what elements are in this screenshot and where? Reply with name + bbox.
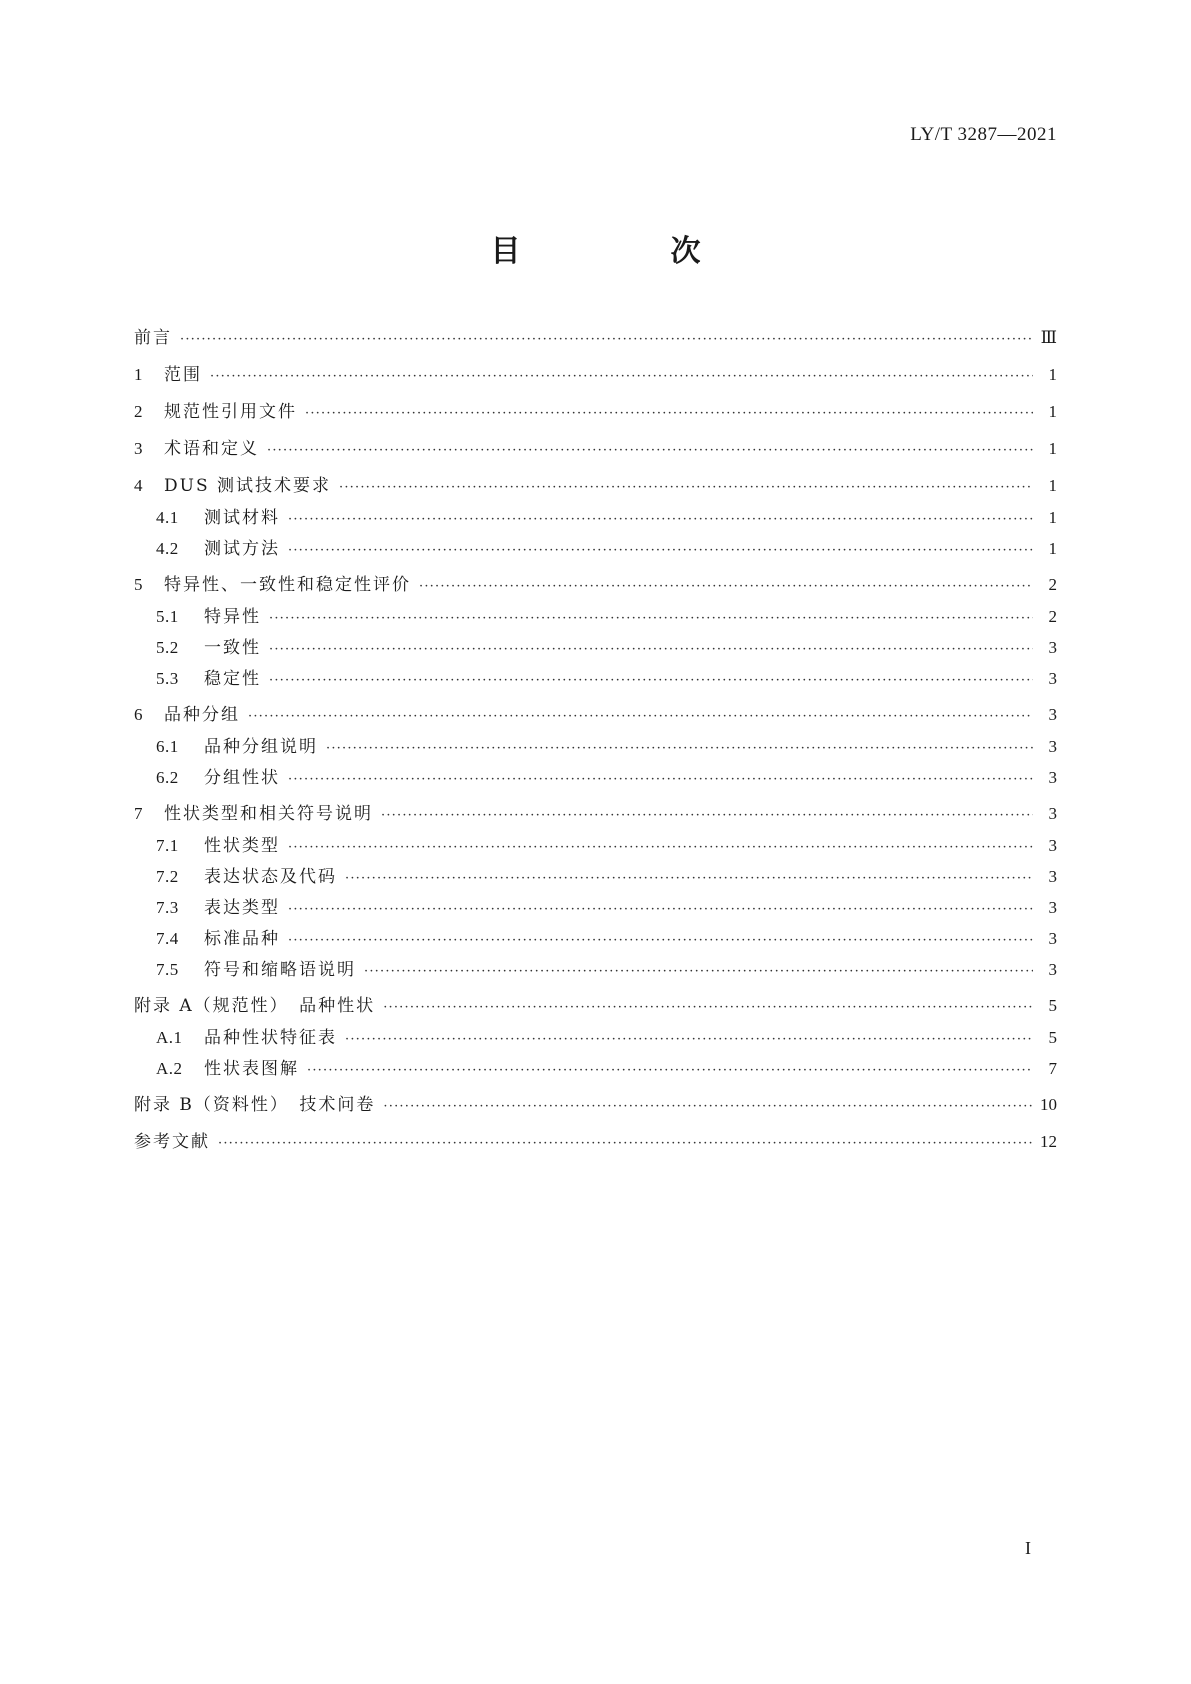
toc-entry-label: DUS 测试技术要求 [164, 476, 332, 496]
toc-entry-label: 附录 A（规范性） 品种性状 [134, 996, 376, 1016]
toc-entry-number: 5 [134, 575, 143, 594]
table-of-contents [134, 328, 1057, 1164]
toc-entry-number: 5.2 [156, 638, 179, 657]
toc-entry-page: 1 [1048, 476, 1057, 495]
page-title: 目 次 [490, 234, 761, 269]
toc-entry-number: 1 [134, 365, 143, 384]
toc-entry-label: 规范性引用文件 [164, 402, 297, 422]
toc-entry[interactable] [134, 1132, 1057, 1164]
toc-entry-number: A.2 [156, 1059, 183, 1078]
toc-entry-label: 特异性 [204, 607, 261, 627]
toc-entry-page: 3 [1048, 669, 1057, 688]
toc-dot-leader [419, 577, 1033, 597]
toc-entry[interactable] [134, 1095, 1057, 1127]
toc-entry[interactable] [134, 508, 1057, 539]
toc-dot-leader [267, 441, 1033, 461]
toc-entry[interactable] [134, 929, 1057, 960]
toc-dot-leader [288, 770, 1033, 790]
toc-entry-page: 3 [1048, 804, 1057, 823]
toc-entry-label: 标准品种 [204, 929, 280, 949]
toc-dot-leader [381, 806, 1033, 826]
toc-entry-page: 5 [1048, 1028, 1057, 1047]
toc-entry-label: 品种分组说明 [204, 737, 318, 757]
toc-dot-leader [288, 931, 1033, 951]
toc-dot-leader [288, 510, 1033, 530]
toc-entry[interactable] [134, 365, 1057, 397]
toc-entry-label: 符号和缩略语说明 [204, 960, 356, 980]
toc-entry-page: 10 [1040, 1095, 1057, 1114]
toc-entry-number: 6 [134, 705, 143, 724]
toc-entry-label: 性状表图解 [204, 1059, 299, 1079]
toc-entry[interactable] [134, 705, 1057, 737]
toc-entry-label: 测试方法 [204, 539, 280, 559]
toc-entry-page: 3 [1048, 737, 1057, 756]
toc-entry-page: 1 [1048, 508, 1057, 527]
toc-entry-label: 性状类型 [204, 836, 280, 856]
toc-entry-page: 3 [1048, 705, 1057, 724]
toc-entry-label: 品种分组 [164, 705, 240, 725]
toc-entry-label: 一致性 [204, 638, 261, 658]
toc-entry-number: 7.2 [156, 867, 179, 886]
toc-entry[interactable] [134, 476, 1057, 508]
toc-entry-label: 表达类型 [204, 898, 280, 918]
standard-code: LY/T 3287—2021 [910, 124, 1057, 145]
toc-entry-label: 参考文献 [134, 1132, 210, 1152]
toc-entry-page: Ⅲ [1040, 328, 1057, 347]
toc-entry[interactable] [134, 804, 1057, 836]
toc-entry-number: 7 [134, 804, 143, 823]
toc-entry[interactable] [134, 737, 1057, 768]
toc-entry-label: 特异性、一致性和稳定性评价 [164, 575, 411, 595]
toc-entry[interactable] [134, 402, 1057, 434]
toc-entry-page: 3 [1048, 768, 1057, 787]
toc-dot-leader [269, 640, 1033, 660]
toc-dot-leader [345, 1030, 1033, 1050]
toc-entry[interactable] [134, 960, 1057, 991]
toc-dot-leader [210, 367, 1033, 387]
toc-entry-label: 稳定性 [204, 669, 261, 689]
toc-entry-number: 5.3 [156, 669, 179, 688]
toc-entry-number: 7.3 [156, 898, 179, 917]
toc-entry[interactable] [134, 768, 1057, 799]
toc-entry-label: 范围 [164, 365, 202, 385]
toc-entry-page: 1 [1048, 439, 1057, 458]
toc-dot-leader [307, 1061, 1033, 1081]
toc-dot-leader [288, 541, 1033, 561]
toc-entry-label: 表达状态及代码 [204, 867, 337, 887]
toc-entry[interactable] [134, 638, 1057, 669]
toc-entry-page: 2 [1048, 575, 1057, 594]
toc-entry-page: 12 [1040, 1132, 1057, 1151]
toc-entry-page: 5 [1048, 996, 1057, 1015]
toc-entry-number: A.1 [156, 1028, 183, 1047]
toc-entry[interactable] [134, 539, 1057, 570]
toc-entry[interactable] [134, 669, 1057, 700]
toc-entry-page: 3 [1048, 898, 1057, 917]
toc-entry-page: 1 [1048, 365, 1057, 384]
toc-entry-number: 3 [134, 439, 143, 458]
toc-entry[interactable] [134, 898, 1057, 929]
toc-dot-leader [345, 869, 1033, 889]
toc-entry-page: 1 [1048, 539, 1057, 558]
toc-entry[interactable] [134, 328, 1057, 360]
toc-entry[interactable] [134, 1028, 1057, 1059]
toc-entry-label: 前言 [134, 328, 172, 348]
toc-entry-page: 3 [1048, 867, 1057, 886]
toc-entry-number: 2 [134, 402, 143, 421]
toc-entry-page: 3 [1048, 638, 1057, 657]
toc-dot-leader [305, 404, 1033, 424]
toc-entry-label: 附录 B（资料性） 技术问卷 [134, 1095, 376, 1115]
toc-dot-leader [326, 739, 1033, 759]
toc-dot-leader [383, 1097, 1032, 1117]
toc-dot-leader [269, 609, 1033, 629]
toc-entry-number: 6.1 [156, 737, 179, 756]
toc-entry-label: 术语和定义 [164, 439, 259, 459]
toc-entry-page: 3 [1048, 929, 1057, 948]
toc-entry[interactable] [134, 575, 1057, 607]
toc-entry[interactable] [134, 1059, 1057, 1090]
toc-dot-leader [288, 838, 1033, 858]
toc-dot-leader [288, 900, 1033, 920]
toc-dot-leader [248, 707, 1033, 727]
toc-entry-number: 4.2 [156, 539, 179, 558]
toc-entry-number: 4 [134, 476, 143, 495]
toc-entry-page: 3 [1048, 836, 1057, 855]
toc-dot-leader [218, 1134, 1032, 1154]
toc-entry[interactable] [134, 996, 1057, 1028]
toc-entry-number: 7.5 [156, 960, 179, 979]
toc-entry-label: 品种性状特征表 [204, 1028, 337, 1048]
toc-entry-page: 2 [1048, 607, 1057, 626]
toc-entry-label: 测试材料 [204, 508, 280, 528]
toc-entry-page: 3 [1048, 960, 1057, 979]
toc-entry[interactable] [134, 867, 1057, 898]
toc-entry-number: 6.2 [156, 768, 179, 787]
toc-dot-leader [339, 478, 1033, 498]
toc-entry-page: 1 [1048, 402, 1057, 421]
toc-entry-label: 性状类型和相关符号说明 [164, 804, 373, 824]
toc-dot-leader [383, 998, 1033, 1018]
toc-entry[interactable] [134, 439, 1057, 471]
toc-entry[interactable] [134, 607, 1057, 638]
page-number: I [1025, 1538, 1031, 1558]
toc-entry-label: 分组性状 [204, 768, 280, 788]
toc-entry-number: 7.1 [156, 836, 179, 855]
toc-dot-leader [364, 962, 1033, 982]
toc-entry-number: 5.1 [156, 607, 179, 626]
toc-dot-leader [180, 330, 1033, 350]
toc-entry-page: 7 [1048, 1059, 1057, 1078]
toc-entry-number: 4.1 [156, 508, 179, 527]
toc-dot-leader [269, 671, 1033, 691]
toc-entry-number: 7.4 [156, 929, 179, 948]
toc-entry[interactable] [134, 836, 1057, 867]
